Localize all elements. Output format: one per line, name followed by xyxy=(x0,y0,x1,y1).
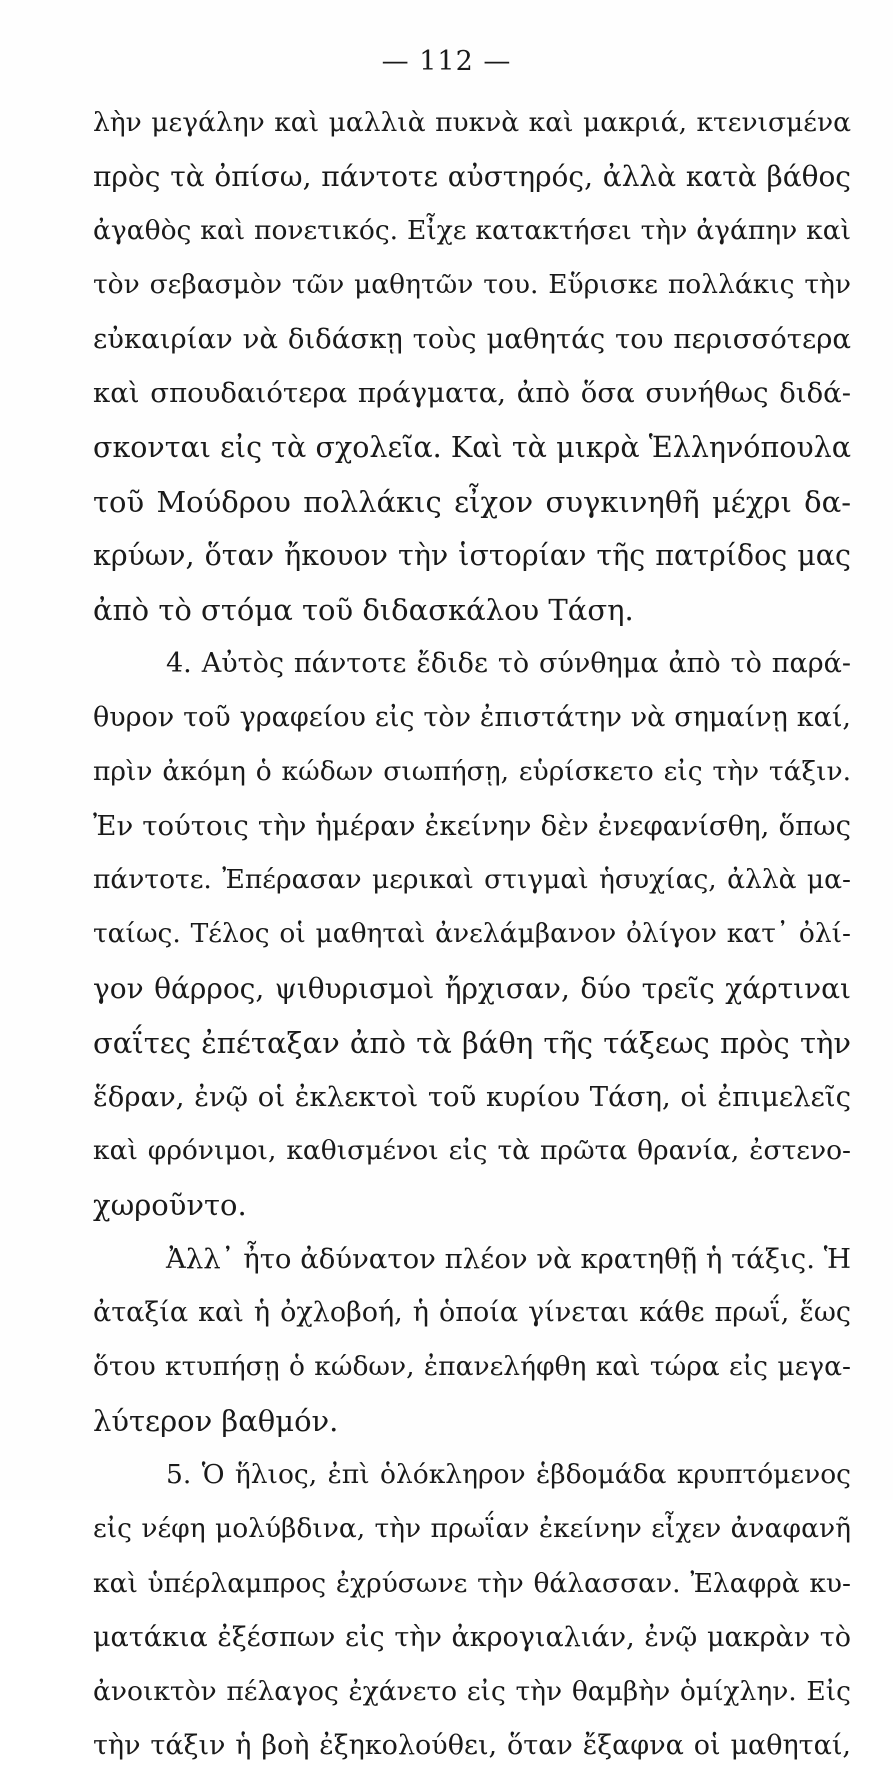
text-line: ἀπὸ τὸ στόμα τοῦ διδασκάλου Τάση. xyxy=(93,592,634,627)
text-line: σκονται εἰς τὰ σχολεῖα. Καὶ τὰ μικρὰ Ἑλληνόπουλα xyxy=(93,430,851,464)
text-line: ματάκια ἐξέσπων εἰς τὴν ἀκρογιαλιάν, ἐνῷ μακρὰν τὸ xyxy=(93,1621,851,1653)
text-line: Ἀλλ᾿ ἦτο ἀδύνατον πλέον νὰ κρατηθῇ ἡ τάξις. Ἡ xyxy=(166,1242,851,1275)
text-line: καὶ φρόνιμοι, καθισμένοι εἰς τὰ πρῶτα θρανία, ἐστενο- xyxy=(93,1134,851,1166)
text-line: χωροῦντο. xyxy=(93,1187,247,1222)
text-line: εἰς νέφη μολύβδινα, τὴν πρωΐαν ἐκείνην εἶχεν ἀναφανῆ xyxy=(93,1513,851,1545)
text-line: τὴν τάξιν ἡ βοὴ ἐξηκολούθει, ὅταν ἔξαφνα οἱ μαθηταί, xyxy=(93,1729,851,1761)
text-line: εὐκαιρίαν νὰ διδάσκῃ τοὺς μαθητάς του περισσότερα xyxy=(93,323,851,356)
text-line: ἕδραν, ἐνῷ οἱ ἐκλεκτοὶ τοῦ κυρίου Τάση, οἱ ἐπιμελεῖς xyxy=(93,1080,851,1113)
text-line: ὅτου κτυπήσῃ ὁ κώδων, ἐπανελήφθη καὶ τώρα εἰς μεγα- xyxy=(93,1351,851,1383)
text-line: ταίως. Τέλος οἱ μαθηταὶ ἀνελάμβανον ὀλίγον κατ᾿ ὀλί- xyxy=(93,918,851,950)
text-line: τὸν σεβασμὸν τῶν μαθητῶν του. Εὕρισκε πολλάκις τὴν xyxy=(93,269,851,301)
text-line: 4. Αὐτὸς πάντοτε ἔδιδε τὸ σύνθημα ἀπὸ τὸ παρά- xyxy=(166,647,851,679)
body-text xyxy=(93,96,851,1773)
text-line: ἀταξία καὶ ἡ ὀχλοβοή, ἡ ὁποία γίνεται κάθε πρωΐ, ἕως xyxy=(93,1297,851,1329)
text-line: ἀνοικτὸν πέλαγος ἐχάνετο εἰς τὴν θαμβὴν ὁμίχλην. Εἰς xyxy=(93,1675,851,1707)
text-line: τοῦ Μούδρου πολλάκις εἶχον συγκινηθῆ μέχρι δα- xyxy=(93,484,851,519)
text-line: γον θάρρος, ψιθυρισμοὶ ἤρχισαν, δύο τρεῖς χάρτιναι xyxy=(93,971,851,1005)
text-line: ἀγαθὸς καὶ πονετικός. Εἶχε κατακτήσει τὴν ἀγάπην καὶ xyxy=(93,215,851,247)
text-line: λύτερον βαθμόν. xyxy=(93,1404,339,1439)
text-line: Ἐν τούτοις τὴν ἡμέραν ἐκείνην δὲν ἐνεφανίσθη, ὅπως xyxy=(93,810,851,843)
text-line: λὴν μεγάλην καὶ μαλλιὰ πυκνὰ καὶ μακριά, κτενισμένα xyxy=(93,107,851,138)
text-line: καὶ σπουδαιότερα πράγματα, ἀπὸ ὅσα συνήθως διδά- xyxy=(93,377,851,410)
text-line: πρὶν ἀκόμη ὁ κώδων σιωπήσῃ, εὑρίσκετο εἰς τὴν τάξιν. xyxy=(93,756,851,788)
page-number: — 112 — xyxy=(381,46,512,77)
text-line: 5. Ὁ ἥλιος, ἐπὶ ὁλόκληρον ἑβδομάδα κρυπτόμενος xyxy=(166,1459,851,1491)
text-line: θυρον τοῦ γραφείου εἰς τὸν ἐπιστάτην νὰ σημαίνῃ καί, xyxy=(93,702,851,734)
text-line: σαΐτες ἐπέταξαν ἀπὸ τὰ βάθη τῆς τάξεως πρὸς τὴν xyxy=(93,1025,851,1060)
text-line: πρὸς τὰ ὀπίσω, πάντοτε αὐστηρός, ἀλλὰ κατὰ βάθος xyxy=(93,160,851,194)
text-line: κρύων, ὅταν ἤκουον τὴν ἱστορίαν τῆς πατρίδος μας xyxy=(93,538,851,572)
text-line: καὶ ὑπέρλαμπρος ἐχρύσωνε τὴν θάλασσαν. Ἐλαφρὰ κυ- xyxy=(93,1567,851,1599)
text-line: πάντοτε. Ἐπέρασαν μερικαὶ στιγμαὶ ἡσυχίας, ἀλλὰ μα- xyxy=(93,864,851,896)
